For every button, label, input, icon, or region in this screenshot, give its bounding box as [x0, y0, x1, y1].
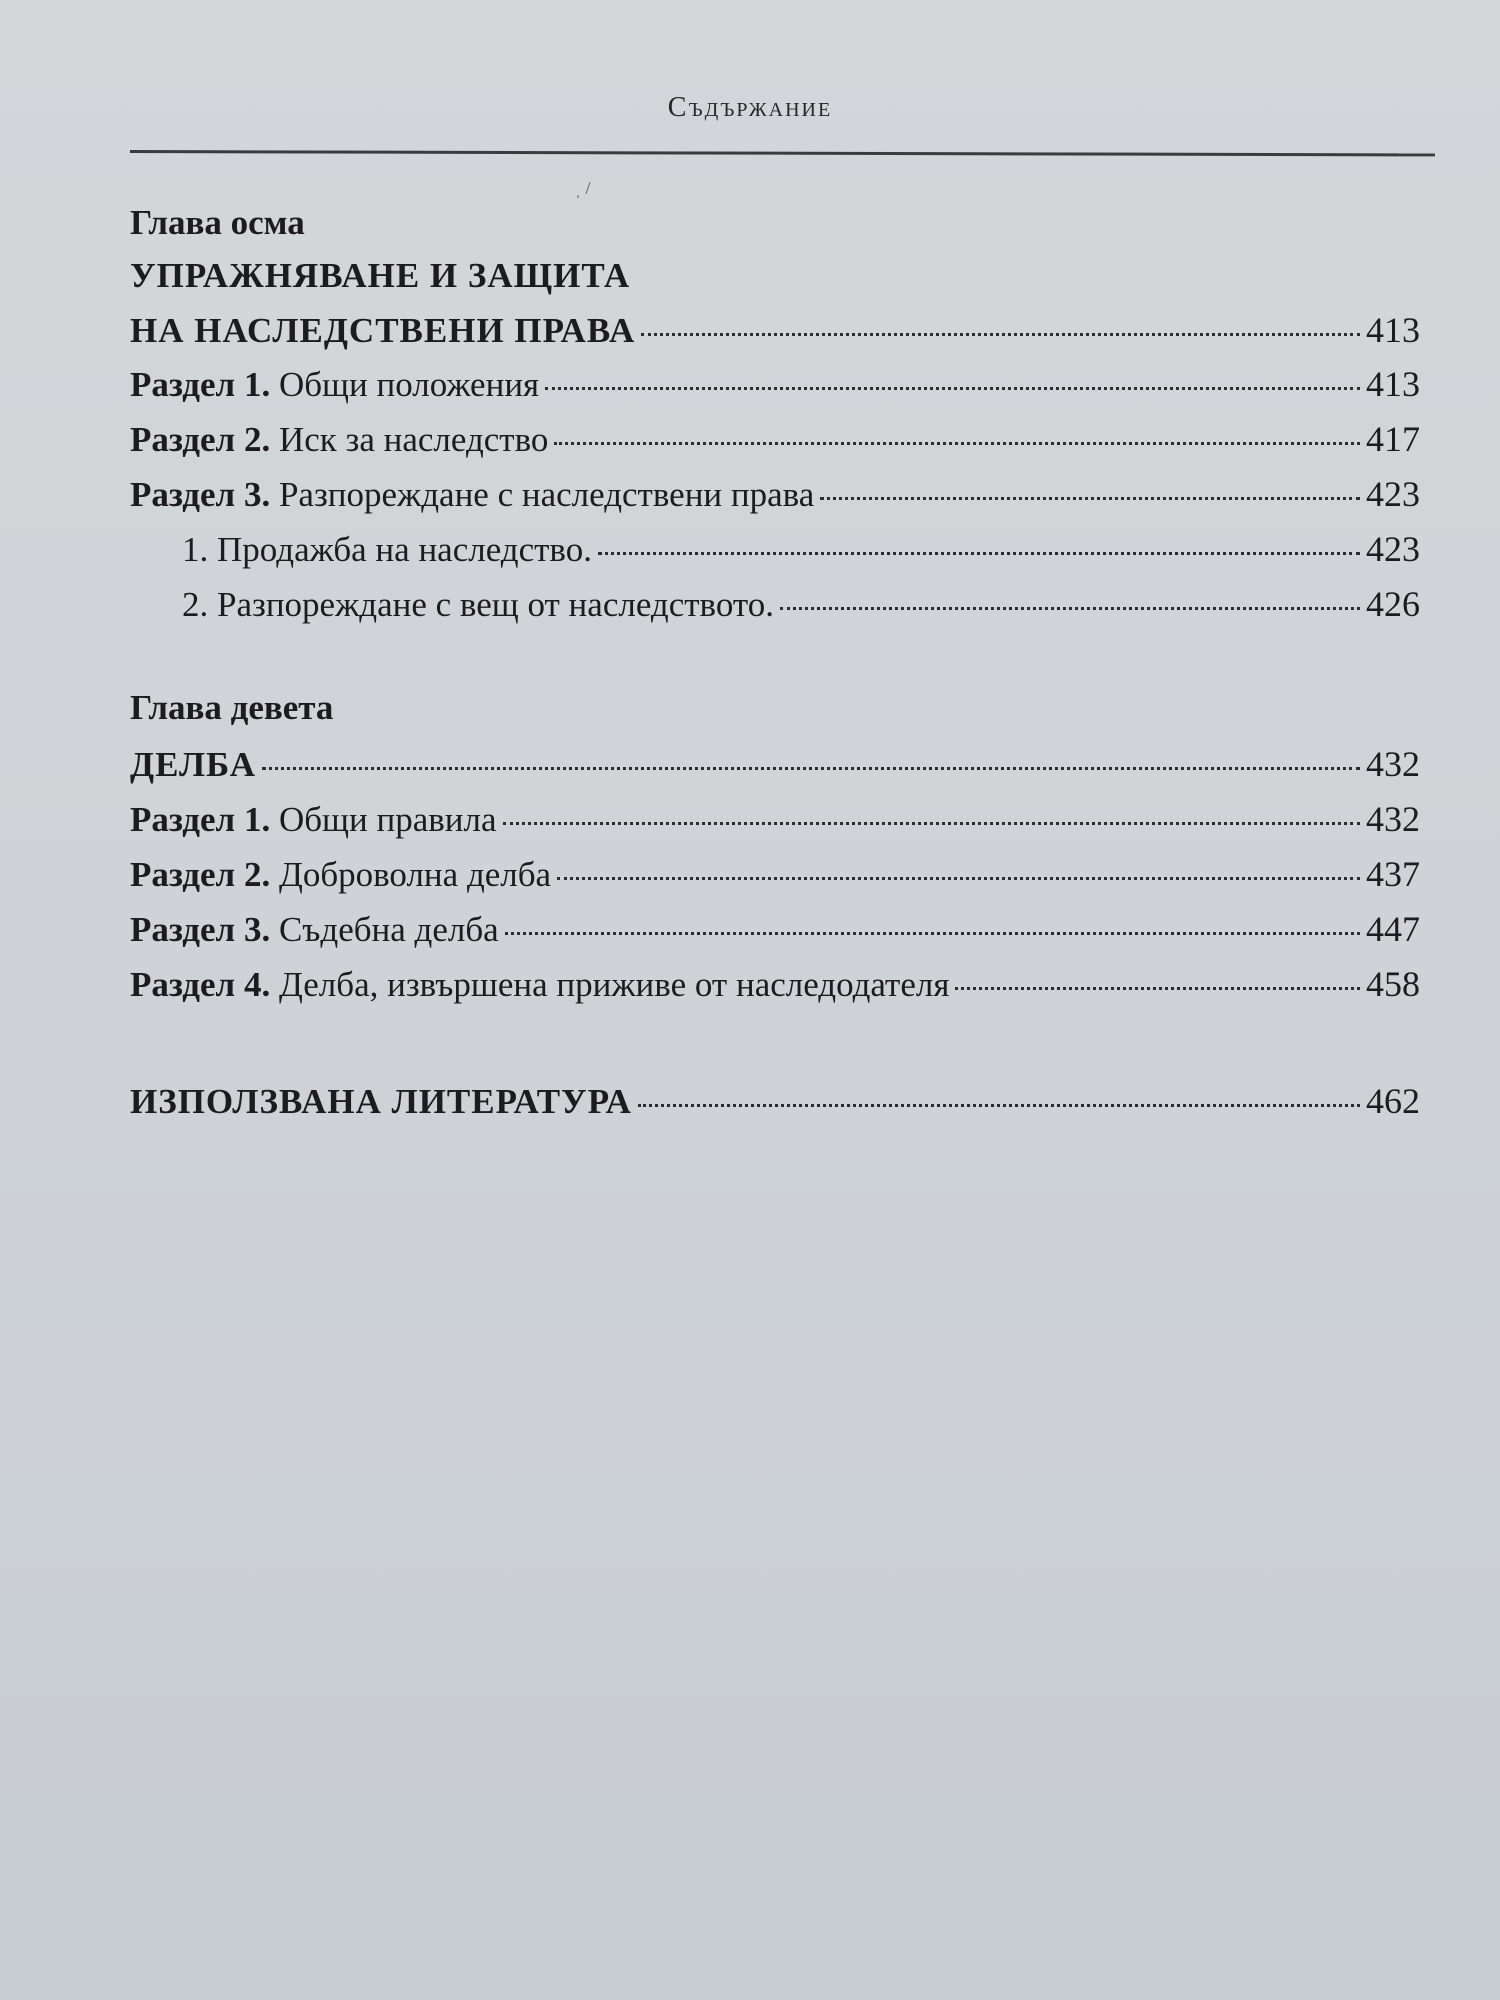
toc-entry-section[interactable]	[130, 476, 1420, 520]
subsection-title: 2. Разпореждане с вещ от наследството.	[182, 585, 774, 624]
dot-leader	[545, 387, 1360, 390]
dot-leader	[598, 552, 1360, 555]
section-title	[130, 912, 499, 947]
section-text: Доброволна делба	[270, 855, 552, 894]
page-number: 458	[1366, 964, 1420, 1004]
dot-leader	[557, 877, 1360, 880]
section-text: Съдебна делба	[270, 910, 499, 949]
toc-entry-chapter-9[interactable]	[130, 746, 1420, 790]
page-number: 437	[1366, 854, 1420, 894]
section-title	[130, 967, 949, 1002]
section-prefix: Раздел 3.	[130, 910, 271, 949]
chapter-9-title: ДЕЛБА	[130, 745, 256, 784]
page-number: 417	[1366, 419, 1420, 459]
page-number: 432	[1366, 744, 1420, 784]
dot-leader	[641, 333, 1360, 336]
page-number: 413	[1366, 310, 1420, 350]
dot-leader	[554, 442, 1360, 445]
page-number: 447	[1366, 909, 1420, 949]
section-text: Иск за наследство	[270, 420, 549, 459]
subsection-title: 1. Продажба на наследство.	[182, 530, 592, 569]
section-text: Общи положения	[270, 365, 540, 404]
toc-entry-section[interactable]	[130, 911, 1420, 955]
page-number: 423	[1366, 474, 1420, 514]
section-text: Делба, извършена приживе от наследодателя	[270, 965, 950, 1004]
page-number: 413	[1366, 364, 1420, 404]
toc-entry-section[interactable]	[130, 966, 1420, 1010]
section-title	[130, 477, 814, 512]
page-number: 432	[1366, 799, 1420, 839]
section-prefix: Раздел 3.	[130, 475, 271, 514]
page-number: 423	[1366, 529, 1420, 569]
section-title	[130, 802, 497, 837]
section-prefix: Раздел 2.	[130, 855, 271, 894]
dot-leader	[503, 822, 1361, 825]
chapter-8-label: Глава осма	[130, 203, 305, 242]
section-title	[130, 857, 551, 892]
toc-entry-section[interactable]	[130, 366, 1420, 410]
toc-entry-subsection[interactable]	[130, 531, 1420, 575]
chapter-8-title-line1: УПРАЖНЯВАНЕ И ЗАЩИТА	[130, 256, 631, 295]
chapter-8-title-line2: НА НАСЛЕДСТВЕНИ ПРАВА	[130, 311, 636, 350]
section-prefix: Раздел 4.	[130, 965, 271, 1004]
bibliography-title: ИЗПОЛЗВАНА ЛИТЕРАТУРА	[130, 1082, 632, 1121]
toc-entry-subsection[interactable]	[130, 586, 1420, 630]
toc-entry-bibliography[interactable]	[130, 1083, 1420, 1127]
section-prefix: Раздел 1.	[130, 365, 271, 404]
section-text: Общи правила	[270, 800, 497, 839]
toc-entry-section[interactable]	[130, 801, 1420, 845]
chapter-9-label: Глава девета	[130, 688, 334, 727]
section-prefix: Раздел 1.	[130, 800, 271, 839]
toc-entry-section[interactable]	[130, 421, 1420, 465]
dot-leader	[262, 767, 1360, 770]
section-title	[130, 367, 539, 402]
dot-leader	[955, 987, 1360, 990]
section-prefix: Раздел 2.	[130, 420, 271, 459]
dot-leader	[780, 607, 1360, 610]
running-head: Съдържание	[667, 92, 833, 123]
toc-entry-chapter-8[interactable]	[130, 312, 1420, 356]
dot-leader	[820, 497, 1360, 500]
section-title	[130, 422, 548, 457]
dot-leader	[638, 1104, 1360, 1107]
section-text: Разпореждане с наследствени права	[270, 475, 815, 514]
print-mark: ˌ /	[575, 178, 591, 198]
dot-leader	[505, 932, 1360, 935]
header-rule	[130, 150, 1435, 156]
page-number: 462	[1366, 1081, 1420, 1121]
page-number: 426	[1366, 584, 1420, 624]
toc-entry-section[interactable]	[130, 856, 1420, 900]
